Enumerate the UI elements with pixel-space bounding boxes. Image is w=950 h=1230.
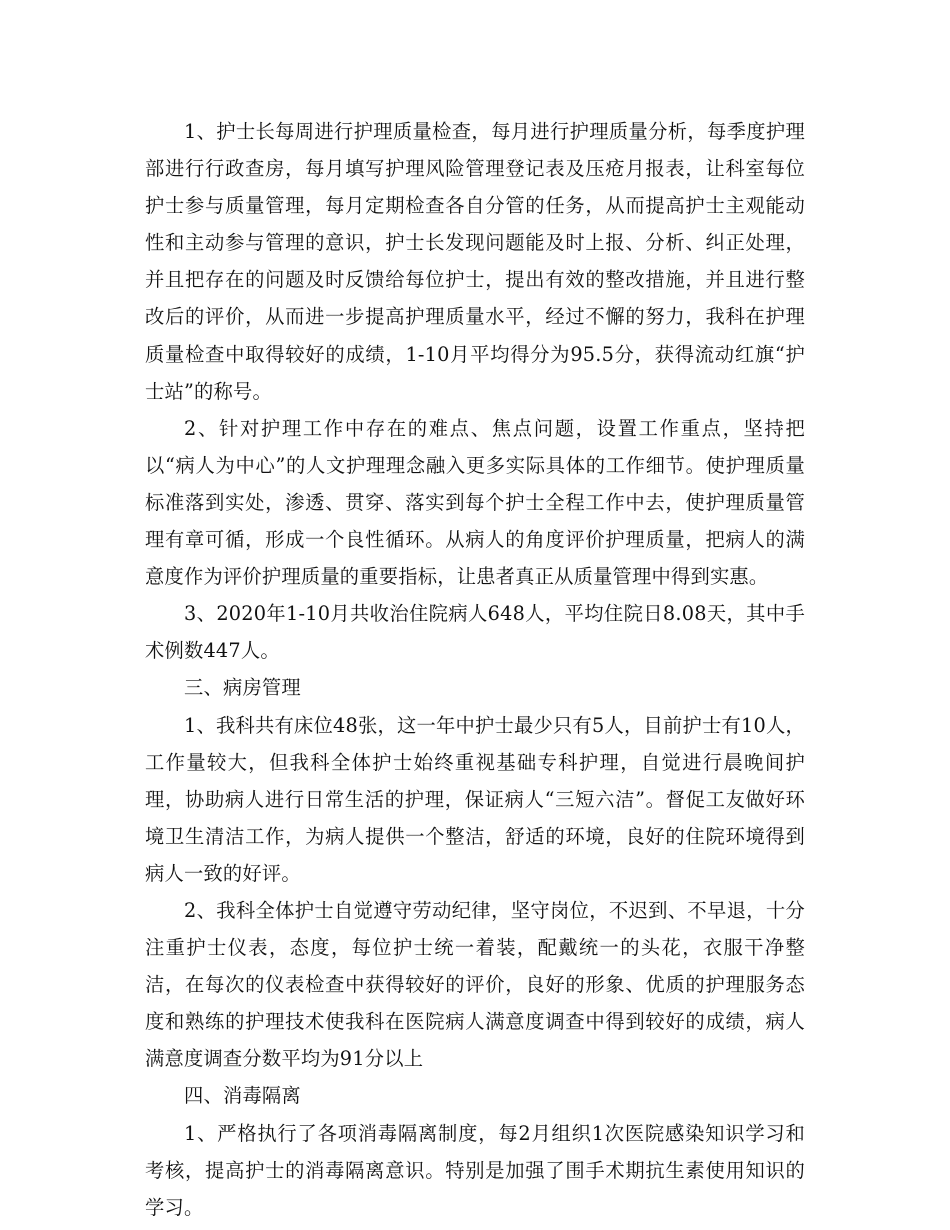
paragraph-bed-staffing: 1、我科共有床位48张，这一年中护士最少只有5人，目前护士有10人，工作量较大，但我科全体护士始终重视基础专科护理，自觉进行晨晚间护理，协助病人进行日常生活的护理，保证病人“三短六洁”。督促工友做好环境卫生清洁工作，为病人提供一个整洁，舒适的环境，良好的住院环境得到病人一致的好评。 bbox=[145, 713, 805, 885]
paragraph-disinfection-rules: 1、严格执行了各项消毒隔离制度，每2月组织1次医院感染知识学习和考核，提高护士的消毒隔离意识。特别是加强了围手术期抗生素使用知识的学习。 bbox=[145, 1121, 805, 1219]
paragraph-discipline: 2、我科全体护士自觉遵守劳动纪律，坚守岗位，不迟到、不早退，十分注重护士仪表，态度，每位护士统一着装，配戴统一的头花，衣服干净整洁，在每次的仪表检查中获得较好的评价，良好的形象、优质的护理服务态度和熟练的护理技术使我科在医院病人满意度调查中得到较好的成绩，病人满意度调查分数平均为91分以上 bbox=[145, 898, 805, 1071]
paragraph-admission-stats: 3、2020年1-10月共收治住院病人648人，平均住院日8.08天，其中手术例数447人。 bbox=[145, 602, 805, 663]
paragraph-quality-inspection: 1、护士长每周进行护理质量检查，每月进行护理质量分析，每季度护理部进行行政查房，每月填写护理风险管理登记表及压疮月报表，让科室每位护士参与质量管理，每月定期检查各自分管的任务，从而提高护士主观能动性和主动参与管理的意识，护士长发现问题能及时上报、分析、纠正处理，并且把存在的问题及时反馈给每位护士，提出有效的整改措施，并且进行整改后的评价，从而进一步提高护理质量水平，经过不懈的努力，我科在护理质量检查中取得较好的成绩，1-10月平均得分为95.5分，获得流动红旗“护士站”的称号。 bbox=[145, 120, 805, 403]
document-body bbox=[145, 113, 805, 1226]
section-heading-disinfection-isolation: 四、消毒隔离 bbox=[184, 1084, 301, 1108]
paragraph-key-issues: 2、针对护理工作中存在的难点、焦点问题，设置工作重点，坚持把以“病人为中心”的人文护理理念融入更多实际具体的工作细节。使护理质量标准落到实处，渗透、贯穿、落实到每个护士全程工作中去，使护理质量管理有章可循，形成一个良性循环。从病人的角度评价护理质量，把病人的满意度作为评价护理质量的重要指标，让患者真正从质量管理中得到实惠。 bbox=[145, 416, 805, 589]
section-heading-ward-management: 三、病房管理 bbox=[184, 676, 301, 700]
